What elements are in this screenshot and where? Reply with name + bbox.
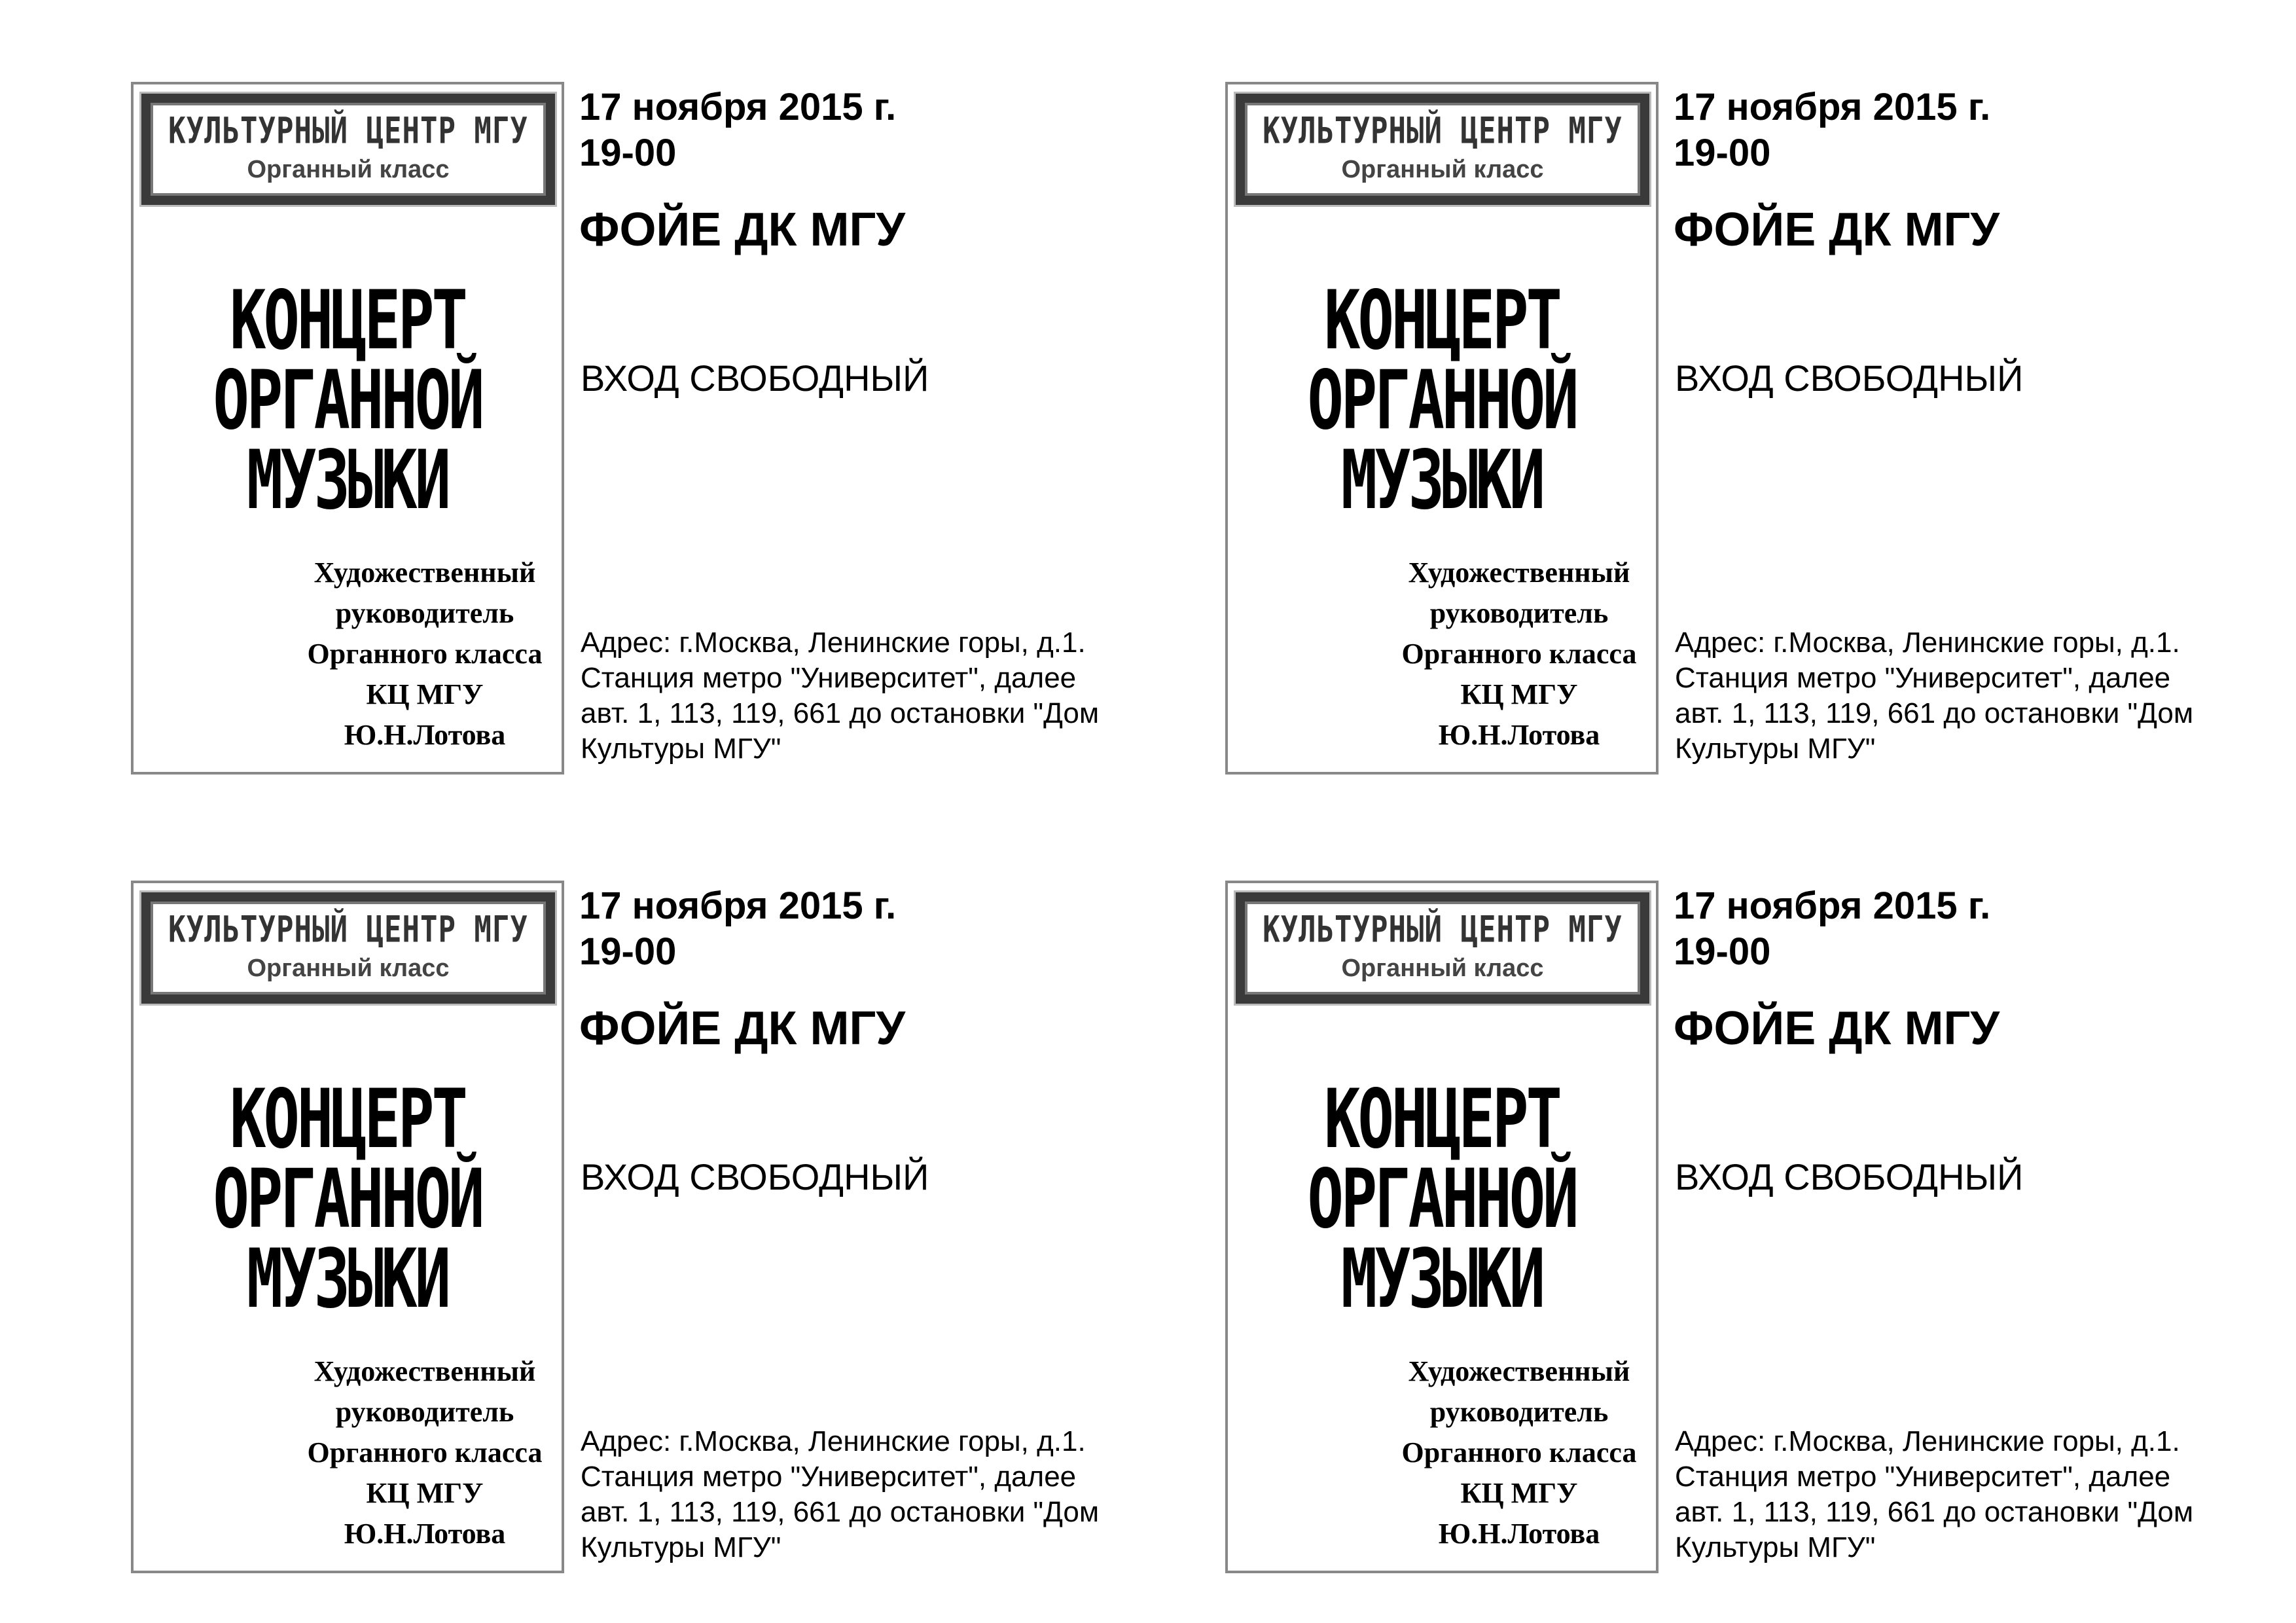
credits [284, 1351, 565, 1554]
headline-line: КОНЦЕРТ [1324, 1072, 1560, 1167]
department-name: Органный класс [247, 955, 450, 982]
event-time: 19-00 [1674, 132, 1771, 174]
credit-line: руководитель [1429, 597, 1609, 629]
organization-name: КУЛЬТУРНЫЙ ЦЕНТР МГУ [1263, 110, 1623, 153]
credit-line: КЦ МГУ [1460, 1477, 1578, 1509]
credit-line: руководитель [335, 597, 514, 629]
event-venue: ФОЙЕ ДК МГУ [1674, 1002, 2000, 1055]
organization-name: КУЛЬТУРНЫЙ ЦЕНТР МГУ [1263, 909, 1623, 951]
organization-stamp [141, 94, 555, 205]
event-date: 17 ноября 2015 г. [579, 86, 897, 128]
headline-line: МУЗЫКИ [1340, 1231, 1543, 1326]
credit-line: Художественный [1408, 1355, 1630, 1387]
entry-note: ВХОД СВОБОДНЫЙ [1675, 357, 2024, 399]
event-venue: ФОЙЕ ДК МГУ [1674, 204, 2000, 256]
headline-line: ОРГАННОЙ [1307, 1152, 1577, 1247]
headline-line: КОНЦЕРТ [230, 1072, 465, 1167]
entry-note: ВХОД СВОБОДНЫЙ [1675, 1156, 2024, 1197]
credit-line: руководитель [1429, 1396, 1609, 1428]
credit-line: Художественный [314, 1355, 536, 1387]
credit-line: Ю.Н.Лотова [344, 1518, 506, 1550]
headline-line: КОНЦЕРТ [230, 273, 465, 368]
credits [284, 553, 565, 756]
event-time: 19-00 [1674, 930, 1771, 973]
ticket-bottom-right [1225, 881, 2207, 1594]
department-name: Органный класс [1341, 955, 1544, 982]
headline-line: ОРГАННОЙ [213, 1152, 482, 1247]
credits [1378, 1351, 1660, 1554]
event-venue: ФОЙЕ ДК МГУ [579, 1002, 906, 1055]
event-address: Адрес: г.Москва, Ленинские горы, д.1. Станция метро "Университет", далее авт. 1, 113, 119, 661 до остановки "Дом Культуры МГУ" [1675, 1425, 2194, 1563]
credit-line: КЦ МГУ [1460, 678, 1578, 710]
concert-headline [1228, 273, 1656, 528]
entry-note: ВХОД СВОБОДНЫЙ [581, 357, 929, 399]
credit-line: Органного класса [307, 638, 543, 670]
headline-line: ОРГАННОЙ [213, 353, 482, 448]
credit-line: Ю.Н.Лотова [1438, 1518, 1600, 1550]
credit-line: Органного класса [307, 1436, 543, 1468]
department-name: Органный класс [247, 156, 450, 183]
poster [131, 82, 564, 775]
ticket-top-left [131, 82, 1113, 795]
event-address: Адрес: г.Москва, Ленинские горы, д.1. Станция метро "Университет", далее авт. 1, 113, 119, 661 до остановки "Дом Культуры МГУ" [581, 1425, 1100, 1563]
concert-headline [134, 273, 562, 528]
event-date: 17 ноября 2015 г. [1674, 884, 1991, 927]
credit-line: КЦ МГУ [366, 678, 484, 710]
ticket-bottom-left [131, 881, 1113, 1594]
event-address: Адрес: г.Москва, Ленинские горы, д.1. Станция метро "Университет", далее авт. 1, 113, 119, 661 до остановки "Дом Культуры МГУ" [581, 627, 1100, 765]
department-name: Органный класс [1341, 156, 1544, 183]
entry-note: ВХОД СВОБОДНЫЙ [581, 1156, 929, 1197]
poster [131, 881, 564, 1573]
organization-stamp [1236, 94, 1649, 205]
organization-name: КУЛЬТУРНЫЙ ЦЕНТР МГУ [168, 110, 528, 153]
poster [1225, 881, 1659, 1573]
credit-line: Органного класса [1401, 1436, 1637, 1468]
credit-line: Художественный [314, 556, 536, 589]
concert-headline [1228, 1072, 1656, 1326]
event-venue: ФОЙЕ ДК МГУ [579, 204, 906, 256]
credit-line: КЦ МГУ [366, 1477, 484, 1509]
event-date: 17 ноября 2015 г. [1674, 86, 1991, 128]
poster [1225, 82, 1659, 775]
credit-line: Художественный [1408, 556, 1630, 589]
headline-line: МУЗЫКИ [1340, 433, 1543, 528]
event-info [1674, 881, 2207, 1563]
concert-headline [134, 1072, 562, 1326]
credit-line: Ю.Н.Лотова [344, 719, 506, 751]
event-time: 19-00 [579, 132, 677, 174]
organization-name: КУЛЬТУРНЫЙ ЦЕНТР МГУ [168, 909, 528, 951]
credit-line: Ю.Н.Лотова [1438, 719, 1600, 751]
headline-line: КОНЦЕРТ [1324, 273, 1560, 368]
headline-line: ОРГАННОЙ [1307, 353, 1577, 448]
event-time: 19-00 [579, 930, 677, 973]
event-info [579, 82, 1113, 765]
headline-line: МУЗЫКИ [246, 1231, 449, 1326]
organization-stamp [1236, 892, 1649, 1004]
ticket-top-right [1225, 82, 2207, 795]
event-date: 17 ноября 2015 г. [579, 884, 897, 927]
event-address: Адрес: г.Москва, Ленинские горы, д.1. Станция метро "Университет", далее авт. 1, 113, 119, 661 до остановки "Дом Культуры МГУ" [1675, 627, 2194, 765]
credit-line: руководитель [335, 1396, 514, 1428]
credit-line: Органного класса [1401, 638, 1637, 670]
event-info [1674, 82, 2207, 765]
credits [1378, 553, 1660, 756]
organization-stamp [141, 892, 555, 1004]
event-info [579, 881, 1113, 1563]
headline-line: МУЗЫКИ [246, 433, 449, 528]
